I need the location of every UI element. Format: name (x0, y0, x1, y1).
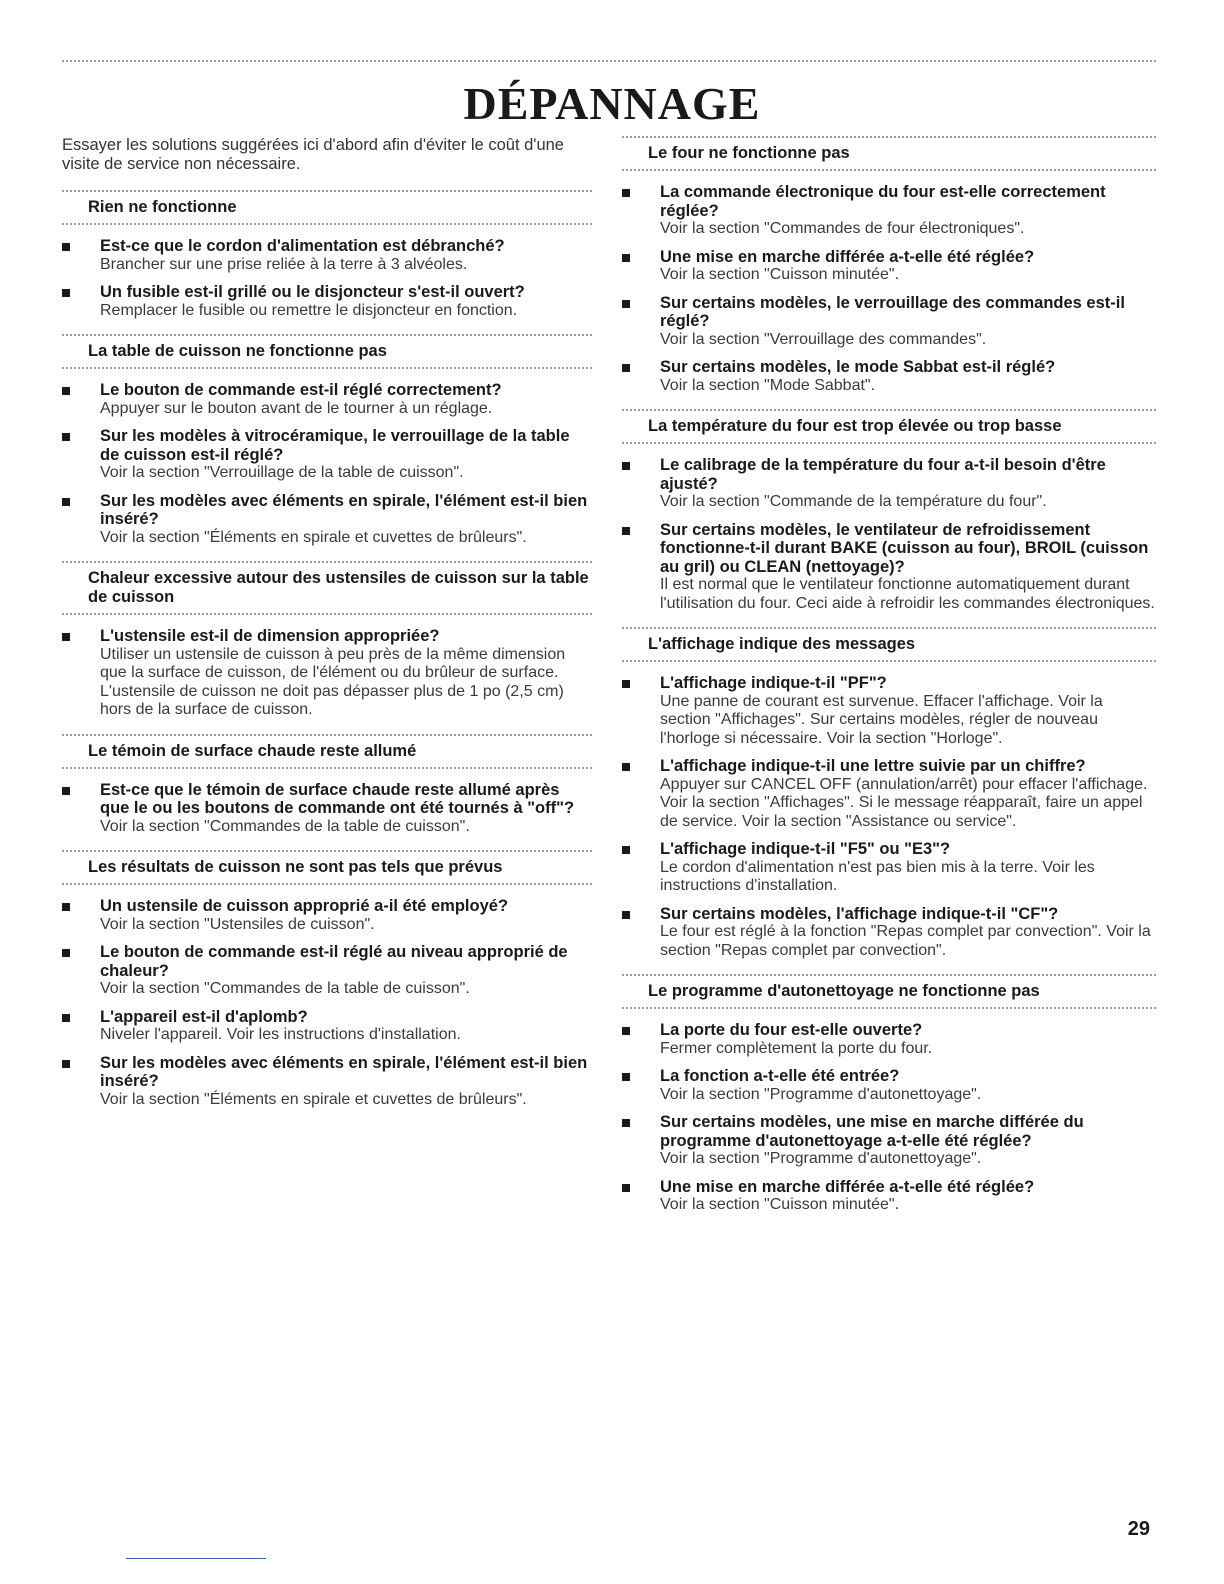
answer-text: Utiliser un ustensile de cuisson à peu près de la même dimension que la surface de cuisson, de l'élément ou du brûleur de surface. L'ustensile de cuisson ne doit pas dépasser plus de 1 po (2,5 cm) hors de la surface de cuisson. (100, 645, 566, 718)
troubleshooting-section (62, 334, 592, 547)
square-bullet-icon (62, 289, 70, 297)
question-text: Sur les modèles avec éléments en spirale, l'élément est-il bien inséré? (100, 491, 588, 528)
page-number: 29 (1127, 1518, 1150, 1540)
section-heading: Le programme d'autonettoyage ne fonctionne pas (622, 974, 1156, 1009)
troubleshooting-item (622, 183, 1156, 239)
question-text: Sur certains modèles, l'affichage indique-t-il "CF"? (660, 904, 1059, 923)
square-bullet-icon (622, 1184, 630, 1192)
troubleshooting-item (622, 358, 1156, 395)
troubleshooting-item (62, 1008, 592, 1045)
square-bullet-icon (622, 1027, 630, 1035)
troubleshooting-item (622, 757, 1156, 831)
answer-text: Voir la section "Commandes de four électroniques". (660, 220, 1025, 237)
square-bullet-icon (62, 1014, 70, 1022)
square-bullet-icon (622, 527, 630, 535)
troubleshooting-item (62, 381, 592, 418)
troubleshooting-section (62, 850, 592, 1109)
troubleshooting-item (622, 674, 1156, 748)
troubleshooting-item (62, 283, 592, 320)
troubleshooting-item (62, 427, 592, 483)
troubleshooting-item (622, 905, 1156, 961)
square-bullet-icon (622, 911, 630, 919)
troubleshooting-item (622, 1021, 1156, 1058)
question-text: La commande électronique du four est-elle correctement réglée? (660, 183, 1106, 220)
answer-text: Voir la section "Commandes de la table de cuisson". (100, 980, 470, 997)
square-bullet-icon (62, 498, 70, 506)
answer-text: Brancher sur une prise reliée à la terre à 3 alvéoles. (100, 255, 468, 273)
answer-text: Voir la section "Cuisson minutée". (660, 266, 900, 283)
answer-text: Le four est réglé à la fonction "Repas complet par convection". Voir la section "Repas complet par convection". (660, 923, 1151, 959)
answer-text: Voir la section "Commande de la température du four". (660, 493, 1047, 510)
section-heading: L'affichage indique des messages (622, 627, 1156, 662)
troubleshooting-section (622, 974, 1156, 1215)
square-bullet-icon (622, 462, 630, 470)
answer-text: Voir la section "Programme d'autonettoyage". (660, 1150, 982, 1167)
question-text: Le bouton de commande est-il réglé au niveau approprié de chaleur? (100, 943, 568, 980)
left-column (62, 136, 592, 1123)
answer-text: Voir la section "Ustensiles de cuisson". (100, 915, 375, 933)
square-bullet-icon (62, 243, 70, 251)
question-text: L'affichage indique-t-il "F5" ou "E3"? (660, 840, 951, 858)
troubleshooting-item (62, 943, 592, 999)
question-text: L'affichage indique-t-il une lettre suivie par un chiffre? (660, 757, 1086, 775)
answer-text: Voir la section "Éléments en spirale et cuvettes de brûleurs". (100, 528, 527, 546)
troubleshooting-item (622, 1113, 1156, 1169)
square-bullet-icon (62, 787, 70, 795)
troubleshooting-section (622, 627, 1156, 960)
answer-text: Voir la section "Cuisson minutée". (660, 1196, 900, 1213)
troubleshooting-item (62, 492, 592, 548)
square-bullet-icon (622, 1119, 630, 1127)
question-text: Un ustensile de cuisson approprié a-il été employé? (100, 897, 509, 915)
square-bullet-icon (62, 633, 70, 641)
answer-text: Voir la section "Éléments en spirale et cuvettes de brûleurs". (100, 1090, 527, 1108)
question-text: Est-ce que le cordon d'alimentation est débranché? (100, 237, 505, 255)
question-text: Un fusible est-il grillé ou le disjoncteur s'est-il ouvert? (100, 283, 525, 301)
question-text: La porte du four est-elle ouverte? (660, 1021, 923, 1039)
answer-text: Voir la section "Verrouillage de la table de cuisson". (100, 464, 464, 481)
question-text: Le calibrage de la température du four a-t-il besoin d'être ajusté? (660, 456, 1106, 493)
answer-text: Fermer complètement la porte du four. (660, 1039, 933, 1057)
troubleshooting-item (622, 840, 1156, 896)
answer-text: Il est normal que le ventilateur fonctionne automatiquement durant l'utilisation du four. Ceci aide à refroidir les commandes électroniques. (660, 576, 1155, 612)
square-bullet-icon (62, 1060, 70, 1068)
troubleshooting-item (62, 237, 592, 274)
answer-text: Voir la section "Verrouillage des commandes". (660, 330, 987, 348)
question-text: L'appareil est-il d'aplomb? (100, 1007, 308, 1026)
question-text: Une mise en marche différée a-t-elle été réglée? (660, 1177, 1035, 1196)
question-text: Sur les modèles avec éléments en spirale, l'élément est-il bien inséré? (100, 1053, 588, 1090)
square-bullet-icon (622, 680, 630, 688)
troubleshooting-item (62, 897, 592, 934)
section-heading: Les résultats de cuisson ne sont pas tels que prévus (62, 850, 592, 885)
troubleshooting-item (62, 1054, 592, 1110)
troubleshooting-item (622, 1067, 1156, 1104)
troubleshooting-section (622, 409, 1156, 613)
troubleshooting-item (622, 248, 1156, 285)
page-title: DÉPANNAGE (463, 78, 761, 129)
square-bullet-icon (622, 763, 630, 771)
answer-text: Une panne de courant est survenue. Effacer l'affichage. Voir la section "Affichages". Sur certains modèles, régler de nouveau l'horloge si nécessaire. Voir la section "Horloge". (660, 692, 1103, 747)
question-text: Le bouton de commande est-il réglé correctement? (100, 381, 502, 399)
section-heading: La température du four est trop élevée ou trop basse (622, 409, 1156, 444)
section-heading: La table de cuisson ne fonctionne pas (62, 334, 592, 369)
troubleshooting-item (622, 294, 1156, 350)
section-heading: Le four ne fonctionne pas (622, 136, 1156, 171)
intro-text: Essayer les solutions suggérées ici d'abord afin d'éviter le coût d'une visite de service non nécessaire. (62, 136, 564, 173)
left-sections (62, 190, 592, 1109)
question-text: Sur certains modèles, le verrouillage des commandes est-il réglé? (660, 293, 1125, 330)
section-heading: Chaleur excessive autour des ustensiles de cuisson sur la table de cuisson (62, 561, 592, 615)
square-bullet-icon (62, 903, 70, 911)
question-text: Est-ce que le témoin de surface chaude reste allumé après que le ou les boutons de commande ont été tournés à "off"? (100, 780, 575, 817)
answer-text: Appuyer sur le bouton avant de le tourner à un réglage. (100, 399, 493, 417)
troubleshooting-section (62, 561, 592, 720)
troubleshooting-item (62, 627, 592, 720)
troubleshooting-section (62, 190, 592, 320)
question-text: Sur certains modèles, une mise en marche différée du programme d'autonettoyage a-t-elle été réglée? (660, 1113, 1084, 1150)
square-bullet-icon (62, 433, 70, 441)
troubleshooting-item (622, 456, 1156, 512)
question-text: L'ustensile est-il de dimension appropriée? (100, 627, 440, 645)
square-bullet-icon (622, 364, 630, 372)
section-heading: Le témoin de surface chaude reste allumé (62, 734, 592, 769)
question-text: L'affichage indique-t-il "PF"? (660, 674, 887, 692)
answer-text: Appuyer sur CANCEL OFF (annulation/arrêt) pour effacer l'affichage. Voir la section "Affichages". Si le message réapparaît, faire un appel de service. Voir la section "Assistance ou service". (660, 775, 1148, 830)
square-bullet-icon (622, 254, 630, 262)
question-text: Sur certains modèles, le mode Sabbat est-il réglé? (660, 358, 1056, 376)
troubleshooting-section (62, 734, 592, 837)
troubleshooting-item (62, 781, 592, 837)
square-bullet-icon (622, 300, 630, 308)
right-sections (622, 136, 1156, 1215)
right-column (622, 136, 1156, 1229)
top-dotted-rule (62, 60, 1156, 62)
answer-text: Voir la section "Mode Sabbat". (660, 376, 876, 394)
troubleshooting-item (622, 521, 1156, 614)
question-text: Sur certains modèles, le ventilateur de refroidissement fonctionne-t-il durant BAKE (cuisson au four), BROIL (cuisson au gril) ou CLEAN (nettoyage)? (660, 520, 1149, 576)
troubleshooting-item (622, 1178, 1156, 1215)
answer-text: Le cordon d'alimentation n'est pas bien mis à la terre. Voir les instructions d'installation. (660, 858, 1095, 894)
square-bullet-icon (622, 189, 630, 197)
square-bullet-icon (622, 1073, 630, 1081)
square-bullet-icon (62, 949, 70, 957)
square-bullet-icon (622, 846, 630, 854)
square-bullet-icon (62, 387, 70, 395)
answer-text: Voir la section "Commandes de la table de cuisson". (100, 817, 470, 835)
question-text: La fonction a-t-elle été entrée? (660, 1067, 900, 1085)
footer-line (126, 1558, 266, 1559)
section-heading: Rien ne fonctionne (62, 190, 592, 225)
answer-text: Voir la section "Programme d'autonettoyage". (660, 1085, 982, 1103)
answer-text: Remplacer le fusible ou remettre le disjoncteur en fonction. (100, 301, 518, 319)
answer-text: Niveler l'appareil. Voir les instructions d'installation. (100, 1026, 461, 1043)
troubleshooting-section (622, 136, 1156, 395)
question-text: Une mise en marche différée a-t-elle été réglée? (660, 247, 1035, 266)
question-text: Sur les modèles à vitrocéramique, le verrouillage de la table de cuisson est-il réglé? (100, 427, 570, 464)
